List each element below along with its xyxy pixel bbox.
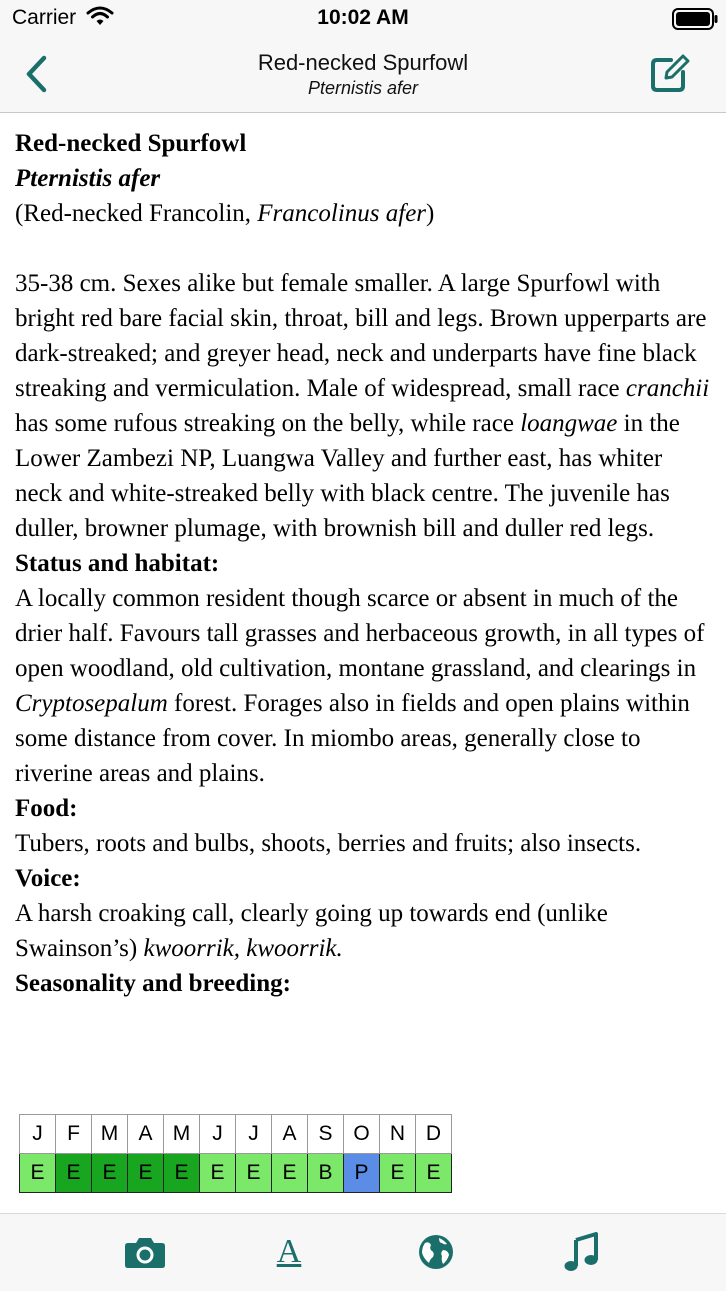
- month-cell: M: [92, 1115, 128, 1154]
- carrier-label: Carrier: [12, 6, 77, 29]
- month-cell: M: [164, 1115, 200, 1154]
- description: [15, 266, 715, 546]
- race-name-1: cranchii: [625, 375, 710, 402]
- nav-title: Red-necked Spurfowl: [257, 50, 469, 75]
- month-cell: A: [128, 1115, 164, 1154]
- species-content: [15, 126, 715, 1001]
- species-heading: Red-necked Spurfowl: [15, 130, 247, 157]
- tab-bar: [0, 1213, 726, 1291]
- month-cell: O: [344, 1115, 380, 1154]
- music-note-icon: [564, 1232, 600, 1272]
- camera-icon: [124, 1235, 166, 1269]
- race-name-2: loangwae: [520, 410, 618, 437]
- code-cell: E: [128, 1154, 164, 1193]
- month-cell: F: [56, 1115, 92, 1154]
- month-cell: A: [272, 1115, 308, 1154]
- alt-name-prefix: (Red-necked Francolin,: [15, 200, 258, 227]
- month-cell: D: [416, 1115, 452, 1154]
- alternate-name: [15, 196, 715, 231]
- description-part-3: in the Lower Zambezi NP, Luangwa Valley and further east, has whiter neck and white-streaked belly with black centre. The juvenile has duller, browner plumage, with brownish bill and duller red legs.: [15, 410, 680, 542]
- code-cell: E: [416, 1154, 452, 1193]
- code-cell: E: [236, 1154, 272, 1193]
- alt-name-italic: Francolinus afer: [257, 200, 427, 227]
- code-cell: E: [200, 1154, 236, 1193]
- month-cell: J: [20, 1115, 56, 1154]
- month-cell: N: [380, 1115, 416, 1154]
- food-text: Tubers, roots and bulbs, shoots, berries and fruits; also insects.: [15, 830, 642, 857]
- voice-text: [15, 896, 715, 966]
- code-cell: E: [20, 1154, 56, 1193]
- nav-subtitle: Pternistis afer: [307, 78, 419, 98]
- font-icon: A: [276, 1233, 302, 1270]
- month-cell: S: [308, 1115, 344, 1154]
- alt-name-suffix: ): [426, 200, 435, 227]
- month-cell: J: [200, 1115, 236, 1154]
- scientific-name: Pternistis afer: [15, 165, 161, 192]
- status-italic: Cryptosepalum: [15, 690, 168, 717]
- status-part-2: forest. Forages also in fields and open plains within some distance from cover. In miombo areas, generally close to riverine areas and plains.: [15, 690, 690, 787]
- description-part-2: has some rufous streaking on the belly, while race: [15, 410, 521, 437]
- back-button[interactable]: [14, 52, 58, 96]
- code-cell: E: [56, 1154, 92, 1193]
- month-cell: J: [236, 1115, 272, 1154]
- voice-italic: kwoorrik, kwoorrik.: [143, 935, 343, 962]
- tab-font[interactable]: [265, 1230, 313, 1274]
- season-heading: Seasonality and breeding:: [15, 970, 291, 997]
- voice-part: A harsh croaking call, clearly going up towards end (unlike Swainson’s): [15, 900, 608, 962]
- status-heading: Status and habitat:: [15, 550, 220, 577]
- status-bar: [0, 0, 726, 38]
- edit-button[interactable]: [644, 50, 696, 98]
- months-row: [20, 1115, 452, 1154]
- battery-icon: [672, 8, 718, 35]
- code-cell: B: [308, 1154, 344, 1193]
- clock: 10:02 AM: [317, 6, 409, 29]
- tab-audio[interactable]: [558, 1230, 606, 1274]
- navigation-bar: [0, 38, 726, 113]
- compose-icon: [649, 54, 691, 94]
- status-part-1: A locally common resident though scarce or absent in much of the drier half. Favours tall grasses and herbaceous growth, in all types of open woodland, old cultivation, montane grassland, and clearings in: [15, 585, 705, 682]
- food-heading: Food:: [15, 795, 78, 822]
- description-part-1: 35-38 cm. Sexes alike but female smaller. A large Spurfowl with bright red bare facial skin, throat, bill and legs. Brown upperparts are dark-streaked; and greyer head, neck and underparts have fine black streaking and vermiculation. Male of widespread, small race: [15, 270, 707, 402]
- voice-heading: Voice:: [15, 865, 81, 892]
- code-cell: E: [380, 1154, 416, 1193]
- code-cell: E: [272, 1154, 308, 1193]
- code-cell: E: [92, 1154, 128, 1193]
- status-text: [15, 581, 715, 791]
- code-cell: P: [344, 1154, 380, 1193]
- code-cell: E: [164, 1154, 200, 1193]
- globe-icon: [417, 1233, 455, 1271]
- chevron-left-icon: [24, 54, 48, 94]
- tab-camera[interactable]: [121, 1230, 169, 1274]
- tab-globe[interactable]: [412, 1230, 460, 1274]
- codes-row: [20, 1154, 452, 1193]
- seasonality-table: [19, 1114, 452, 1193]
